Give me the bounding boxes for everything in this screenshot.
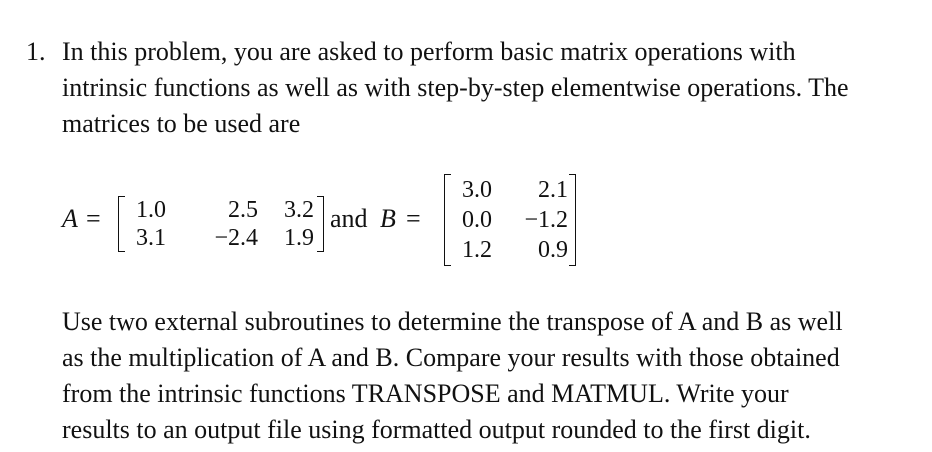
and-word: and [330, 204, 368, 233]
problem-number: 1. [26, 37, 46, 66]
intro-line: intrinsic functions as well as with step-by-step elementwise operations. The [62, 73, 849, 102]
equals-sign: = [406, 204, 421, 233]
matrix-a [118, 196, 324, 252]
matrix-b-symbol: B [380, 204, 396, 233]
right-bracket [569, 174, 576, 266]
task-line: from the intrinsic functions TRANSPOSE and MATMUL. Write your [62, 379, 789, 408]
task-line: as the multiplication of A and B. Compare your results with those obtained [62, 343, 840, 372]
matrix-a-cell: 1.9 [284, 225, 314, 251]
matrix-a-cell: 2.5 [228, 197, 258, 223]
left-bracket [444, 174, 451, 266]
matrix-b [444, 174, 576, 266]
task-paragraph [62, 304, 922, 448]
intro-paragraph [62, 34, 922, 142]
task-line: Use two external subroutines to determine the transpose of A and B as well [62, 307, 843, 336]
equals-sign: = [86, 204, 101, 233]
matrix-b-cell: 2.1 [538, 177, 568, 203]
intro-line: matrices to be used are [62, 109, 301, 138]
matrix-b-cell: −1.2 [524, 207, 568, 233]
matrix-a-cell: 3.1 [136, 225, 166, 251]
matrix-b-cell: 0.0 [462, 207, 492, 233]
matrix-b-cell: 1.2 [462, 237, 492, 263]
left-bracket [118, 196, 125, 252]
right-bracket [317, 196, 324, 252]
task-line: results to an output file using formatted output rounded to the first digit. [62, 415, 811, 444]
intro-line: In this problem, you are asked to perform basic matrix operations with [62, 37, 796, 66]
matrix-a-cell: 1.0 [136, 197, 166, 223]
matrix-b-cell: 3.0 [462, 177, 492, 203]
matrix-a-cell: −2.4 [214, 225, 258, 251]
matrix-a-symbol: A [62, 204, 78, 233]
matrix-b-cell: 0.9 [538, 237, 568, 263]
matrix-a-cell: 3.2 [284, 197, 314, 223]
